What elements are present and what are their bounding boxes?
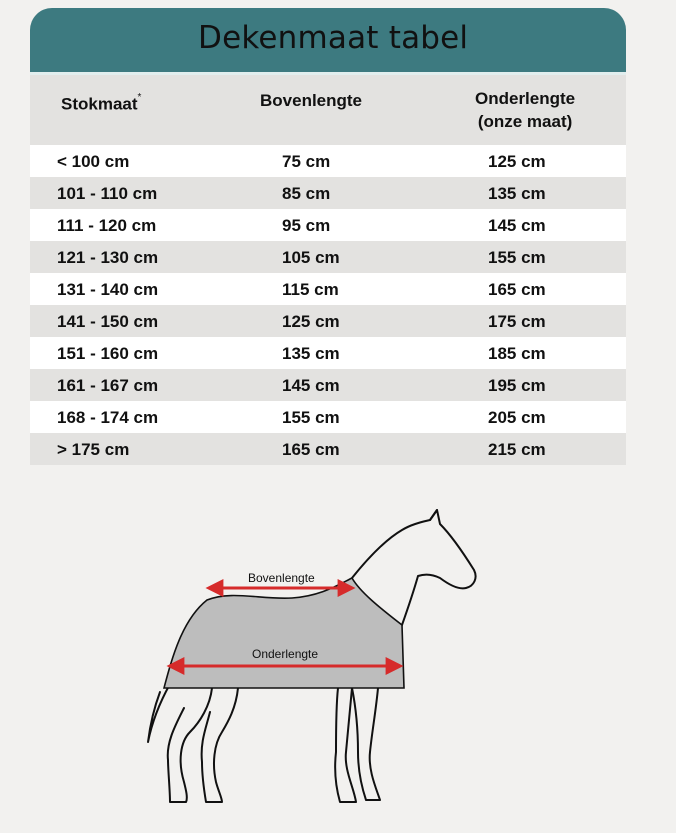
cell-stokmaat: 151 - 160 cm xyxy=(57,344,159,363)
table-row xyxy=(30,337,626,369)
table-row xyxy=(30,241,626,273)
cell-bovenlengte: 75 cm xyxy=(282,152,331,171)
cell-bovenlengte: 145 cm xyxy=(282,376,340,395)
table-row xyxy=(30,177,626,209)
cell-stokmaat: 121 - 130 cm xyxy=(57,248,159,267)
cell-onderlengte: 145 cm xyxy=(488,216,546,235)
table-row xyxy=(30,401,626,433)
cell-stokmaat: 131 - 140 cm xyxy=(57,280,159,299)
table-row xyxy=(30,433,626,465)
table-header xyxy=(30,75,626,145)
cell-stokmaat: 101 - 110 cm xyxy=(57,184,158,203)
cell-bovenlengte: 115 cm xyxy=(282,280,339,299)
cell-stokmaat: < 100 cm xyxy=(57,152,130,171)
cell-bovenlengte: 155 cm xyxy=(282,408,340,427)
table-row xyxy=(30,209,626,241)
cell-bovenlengte: 105 cm xyxy=(282,248,340,267)
table-row xyxy=(30,273,626,305)
size-table xyxy=(30,75,626,465)
title-banner xyxy=(30,8,626,72)
onderlengte-label: Onderlengte xyxy=(252,647,319,661)
cell-stokmaat: 168 - 174 cm xyxy=(57,408,159,427)
cell-bovenlengte: 95 cm xyxy=(282,216,331,235)
header-stokmaat-label: Stokmaat xyxy=(61,94,138,114)
header-onderlengte xyxy=(475,87,575,133)
horse-blanket-diagram xyxy=(0,470,676,833)
cell-stokmaat: 111 - 120 cm xyxy=(57,216,157,235)
cell-stokmaat: > 175 cm xyxy=(57,440,130,459)
header-bovenlengte: Bovenlengte xyxy=(260,91,363,110)
cell-bovenlengte: 165 cm xyxy=(282,440,340,459)
cell-onderlengte: 165 cm xyxy=(488,280,546,299)
cell-bovenlengte: 135 cm xyxy=(282,344,340,363)
table-body xyxy=(30,145,626,465)
cell-stokmaat: 141 - 150 cm xyxy=(57,312,159,331)
footnote-mark: * xyxy=(137,92,142,103)
cell-onderlengte: 205 cm xyxy=(488,408,546,427)
header-onderlengte-line1: Onderlengte xyxy=(475,89,576,108)
cell-onderlengte: 175 cm xyxy=(488,312,546,331)
cell-stokmaat: 161 - 167 cm xyxy=(57,376,159,395)
bovenlengte-label: Bovenlengte xyxy=(248,571,315,585)
table-row xyxy=(30,369,626,401)
cell-bovenlengte: 85 cm xyxy=(282,184,331,203)
cell-onderlengte: 155 cm xyxy=(488,248,546,267)
header-stokmaat xyxy=(61,89,141,116)
table-row xyxy=(30,305,626,337)
header-onderlengte-line2: (onze maat) xyxy=(477,112,573,131)
blanket-shape xyxy=(164,578,404,688)
cell-onderlengte: 135 cm xyxy=(488,184,546,203)
page-title: Dekenmaat tabel xyxy=(198,20,469,56)
cell-onderlengte: 215 cm xyxy=(488,440,546,459)
cell-onderlengte: 185 cm xyxy=(488,344,546,363)
cell-bovenlengte: 125 cm xyxy=(282,312,340,331)
cell-onderlengte: 125 cm xyxy=(488,152,546,171)
table-row xyxy=(30,145,626,177)
cell-onderlengte: 195 cm xyxy=(488,376,546,395)
